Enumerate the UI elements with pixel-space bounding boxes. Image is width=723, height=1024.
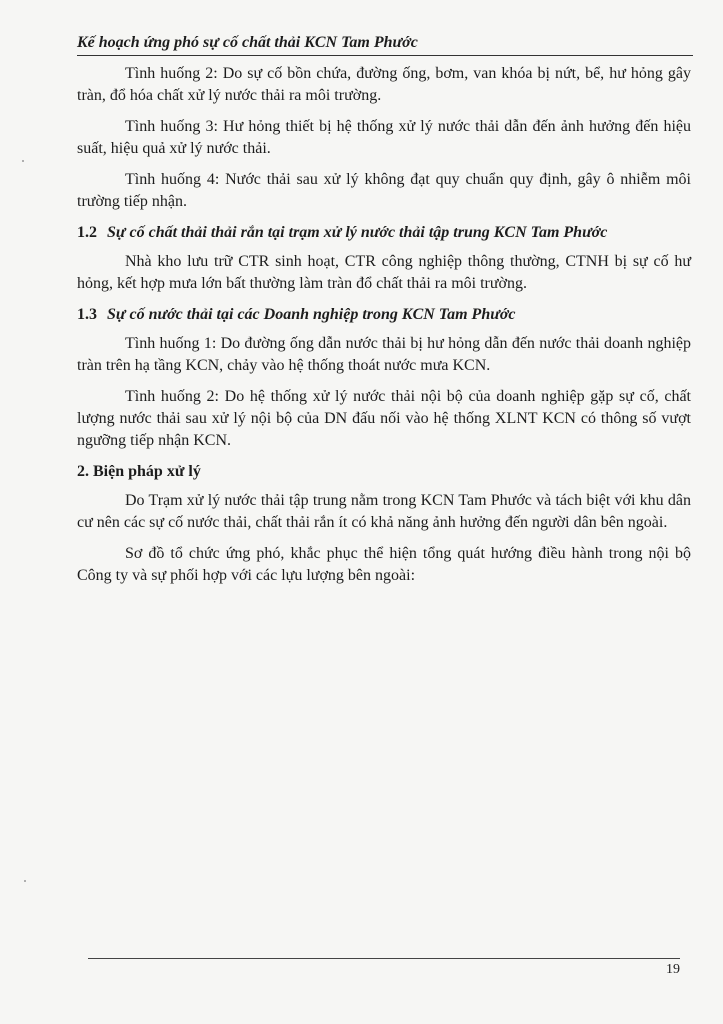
scan-speck: [24, 880, 26, 882]
section-1-3-number: 1.3: [77, 306, 97, 323]
enterprise-situation-2: Tình huống 2: Do hệ thống xử lý nước thải nội bộ của doanh nghiệp gặp sự cố, chất lượng nước thải sau xử lý nội bộ của DN đấu nối vào hệ thống XLNT KCN có thông số vượt ngưỡng tiếp nhận KCN.: [77, 388, 691, 449]
wastewater-situation-4: Tình huống 4: Nước thải sau xử lý không đạt quy chuẩn quy định, gây ô nhiễm môi trường tiếp nhận.: [77, 171, 691, 210]
enterprise-situation-1: Tình huống 1: Do đường ống dẫn nước thải bị hư hỏng dẫn đến nước thải doanh nghiệp tràn trên hạ tầng KCN, chảy vào hệ thống thoát nước mưa KCN.: [77, 335, 691, 374]
wastewater-situation-3: Tình huống 3: Hư hỏng thiết bị hệ thống xử lý nước thải dẫn đến ảnh hưởng đến hiệu suất, hiệu quả xử lý nước thải.: [77, 118, 691, 157]
section-2-para-1: Do Trạm xử lý nước thải tập trung nằm trong KCN Tam Phước và tách biệt với khu dân cư nên các sự cố nước thải, chất thải rắn ít có khả năng ảnh hưởng đến người dân bên ngoài.: [77, 492, 691, 531]
section-2-heading: 2. Biện pháp xử lý: [77, 463, 201, 480]
section-2-para-2: Sơ đồ tổ chức ứng phó, khắc phục thể hiện tổng quát hướng điều hành trong nội bộ Công ty và sự phối hợp với các lựu lượng bên ngoài:: [77, 545, 691, 584]
footer-divider: [88, 958, 680, 959]
scan-speck: [22, 160, 24, 162]
wastewater-situation-2: Tình huống 2: Do sự cố bồn chứa, đường ống, bơm, van khóa bị nứt, bể, hư hỏng gây tràn, đổ hóa chất xử lý nước thải ra môi trường.: [77, 65, 691, 104]
section-1-2-number: 1.2: [77, 224, 97, 241]
section-1-2-title: Sự cố chất thải thải rắn tại trạm xử lý nước thải tập trung KCN Tam Phước: [107, 224, 608, 241]
section-1-2-heading: [77, 222, 691, 244]
section-1-3-heading: [77, 304, 691, 326]
page-number: 19: [666, 962, 680, 977]
section-1-3-title: Sự cố nước thải tại các Doanh nghiệp trong KCN Tam Phước: [107, 306, 516, 323]
page-content: [77, 63, 691, 596]
section-1-2-body: Nhà kho lưu trữ CTR sinh hoạt, CTR công nghiệp thông thường, CTNH bị sự cố hư hỏng, kết hợp mưa lớn bất thường làm tràn đổ chất thải ra môi trường.: [77, 253, 691, 292]
running-header: Kế hoạch ứng phó sự cố chất thải KCN Tam Phước: [77, 34, 693, 56]
